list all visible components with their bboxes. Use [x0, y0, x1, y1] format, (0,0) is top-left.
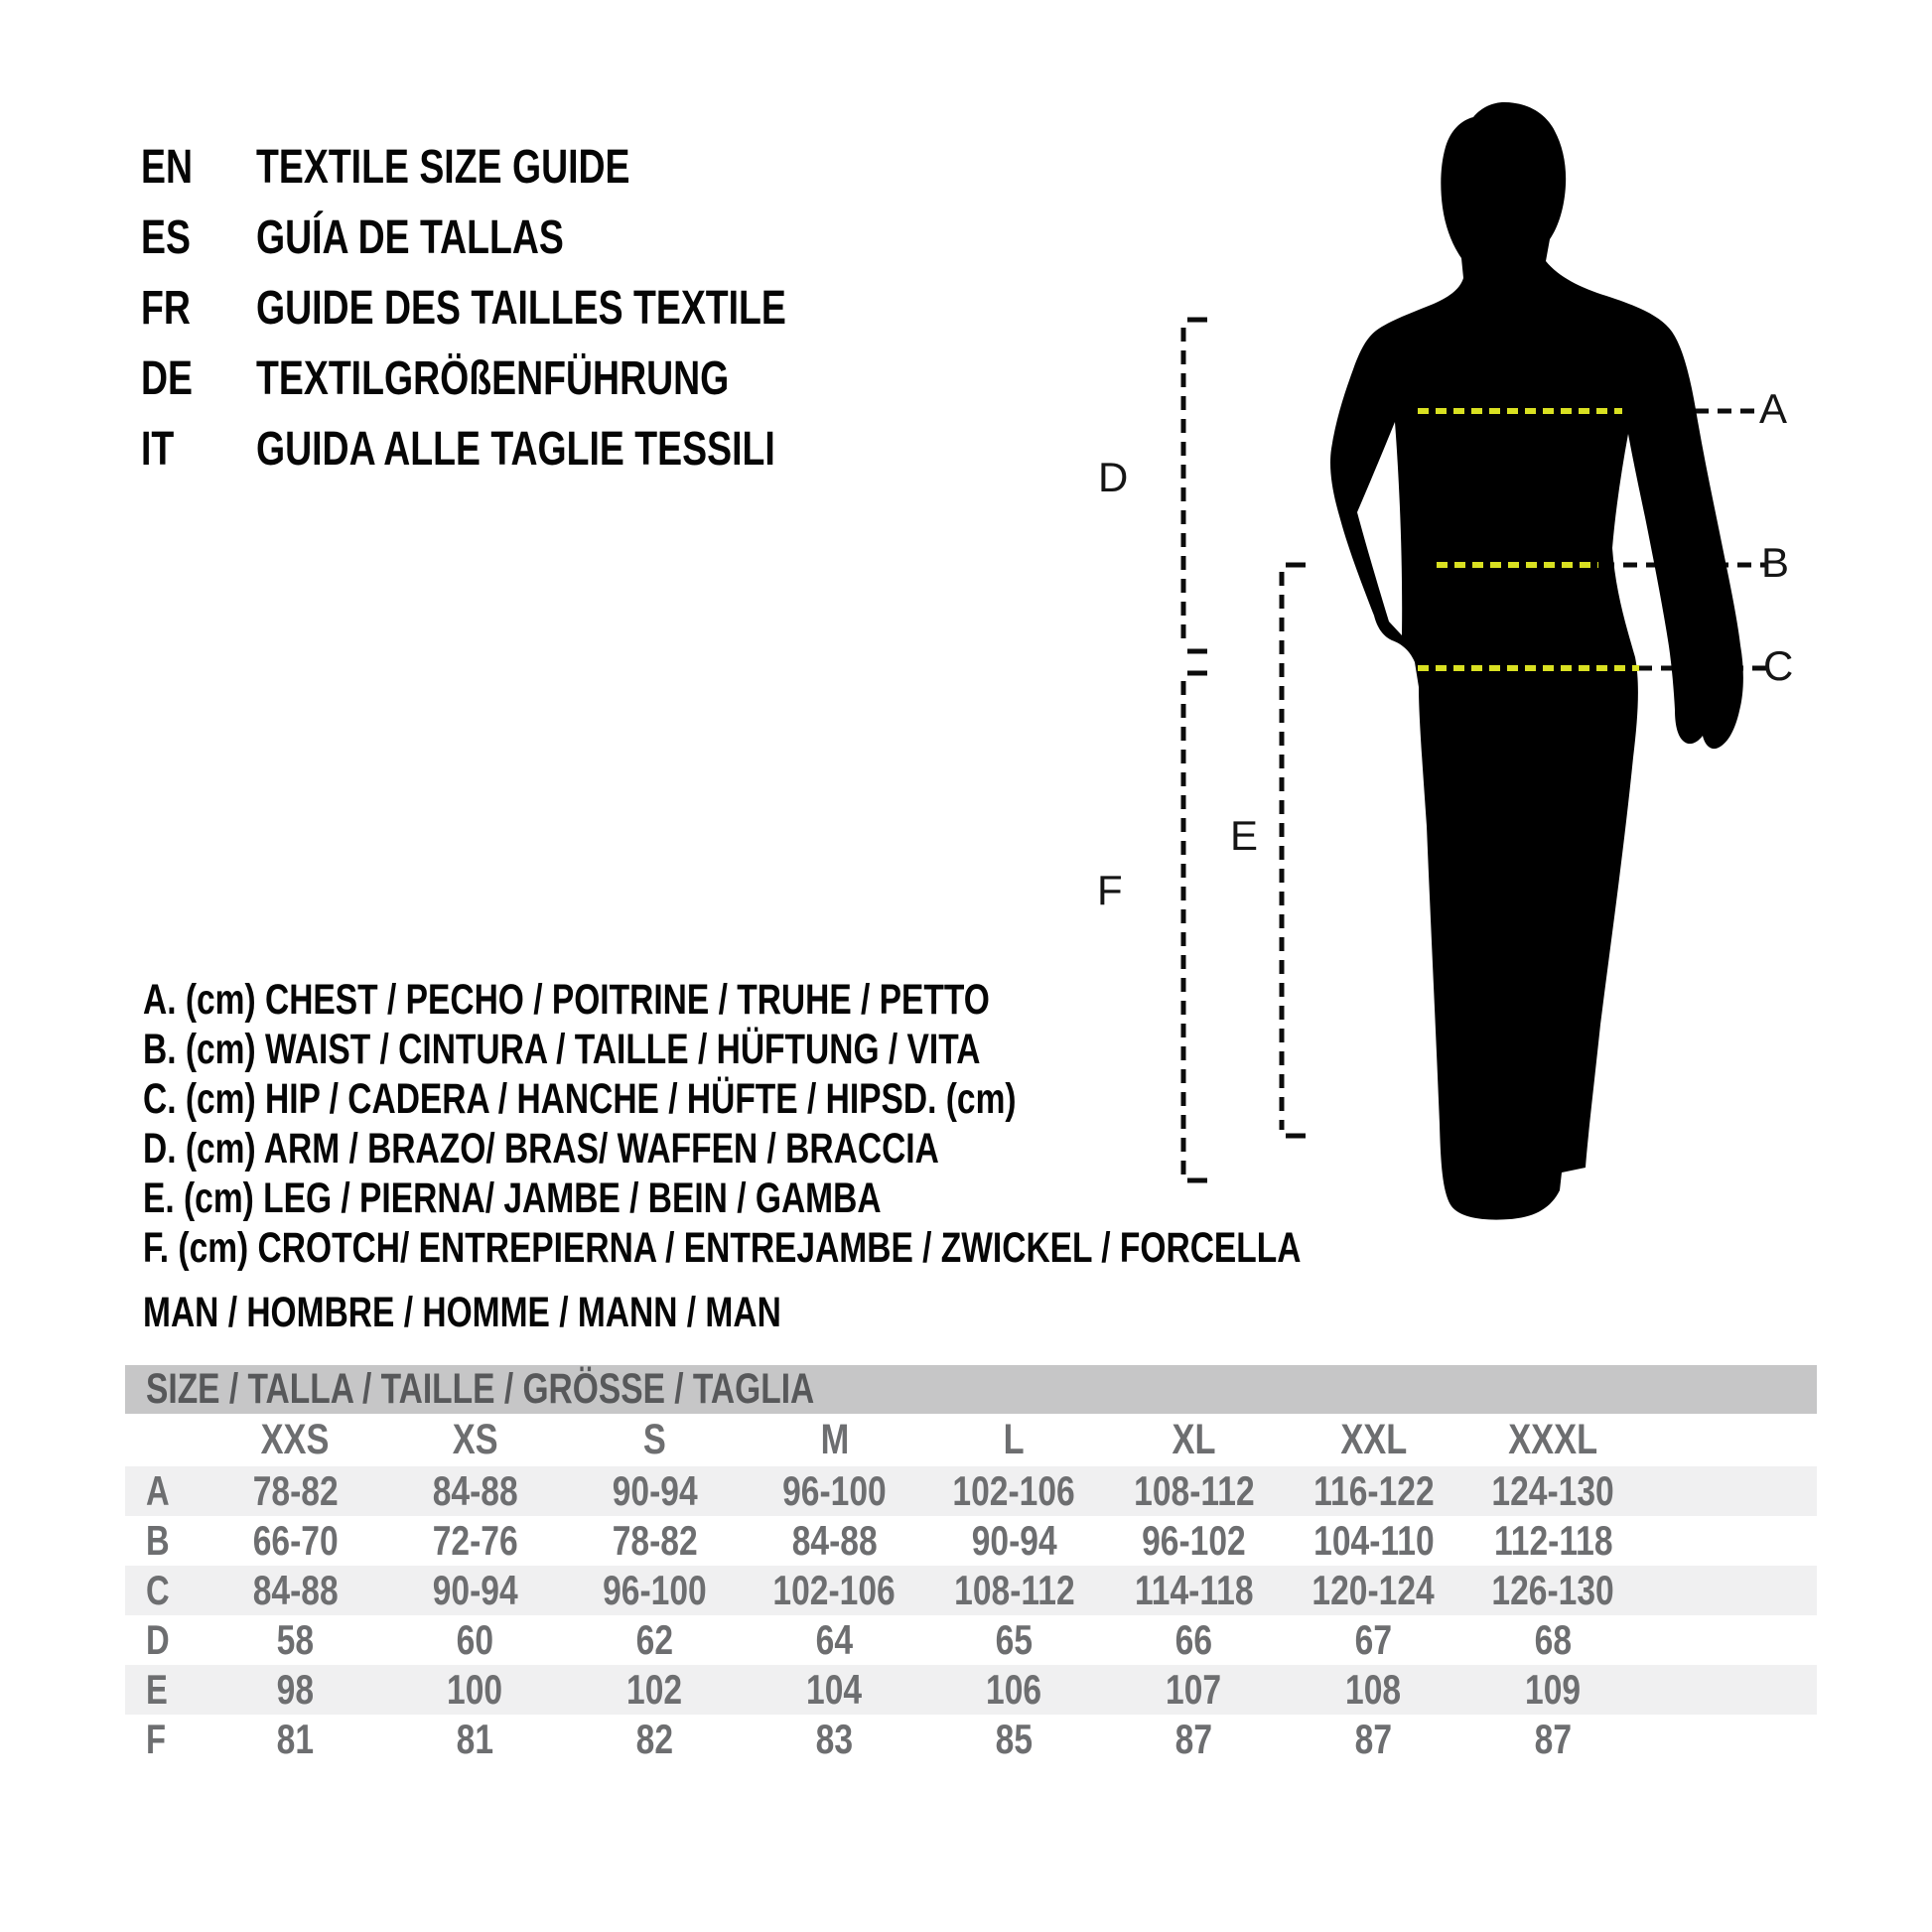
- row-label: D: [146, 1616, 170, 1663]
- table-cell: 102: [626, 1666, 683, 1713]
- row-label: A: [146, 1467, 170, 1514]
- guide-title: TEXTILGRÖßENFÜHRUNG: [256, 352, 730, 405]
- table-cell: 82: [635, 1716, 674, 1762]
- table-cell: 114-118: [1134, 1567, 1254, 1613]
- size-table: [125, 1365, 1817, 1764]
- table-cell: 116-122: [1312, 1467, 1435, 1514]
- table-row: [125, 1615, 1817, 1665]
- leg-line-label: E: [1230, 812, 1259, 859]
- table-cell: 78-82: [252, 1467, 339, 1514]
- table-cell: 112-118: [1493, 1517, 1613, 1564]
- textile-size-guide-page: EN TEXTILE SIZE GUIDE ES GUÍA DE TALLAS FR GUIDE DES TAILLES TEXTILE DE TEXTILGRÖßENFÜHRUNG IT GUIDA ALLE TAGLIE TESSILI A. (cm) CHEST / PECHO / POITRINE / TRUHE / PETTO B. (cm) WAIST / CINTURA / TAILLE / HÜFTUNG / VITA C. (cm) HIP / CADERA / HANCHE / HÜFTE / HIPSD. (cm) D. (cm) ARM / BRAZO/ BRAS/ WAFFEN / BRACCIA E. (cm) LEG / PIERNA/ JAMBE / BEIN / GAMBA F. (cm) CROTCH/ ENTREPIERNA / ENTREJAMBE / ZWICKEL / FORCELLA MAN / HOMBRE / HOMME / MANN / MAN A B C D E F SIZE / TALLA / TAILLE / GRÖSSE / TAGLIA XXS XS S M L XL XXL XXXL A 78-82 84-88 90-94 96-100 102-106 108-112 116-122 124-130 B 66-70 72-76 78-82 84-88 90-94 96-102 104-110 112-118 C 84-88 90-94 96-100 102-106 108-112 114-118 120-124 126-130 D 58 60 62 64 65 66 67 68 E 98 100 102 104 106 107 108 109 F 81 81 82 83 85 87 87 87: [0, 0, 1932, 1932]
- table-cell: 108-112: [953, 1567, 1075, 1613]
- row-label: F: [146, 1716, 167, 1762]
- table-cell: 102-106: [952, 1467, 1076, 1514]
- guide-title: GUIDA ALLE TAGLIE TESSILI: [256, 423, 775, 476]
- table-cell: 87: [1174, 1716, 1213, 1762]
- table-cell: 96-102: [1142, 1517, 1246, 1564]
- table-cell: 90-94: [971, 1517, 1057, 1564]
- man-silhouette: [1330, 102, 1743, 1220]
- table-cell: 100: [447, 1666, 503, 1713]
- man-silhouette-diagram: [1072, 89, 1847, 1251]
- table-cell: 106: [986, 1666, 1042, 1713]
- language-code: EN: [141, 141, 194, 194]
- table-cell: 66-70: [252, 1517, 339, 1564]
- table-row: [125, 1665, 1817, 1715]
- chest-line-label: A: [1759, 385, 1788, 432]
- table-cell: 104: [806, 1666, 863, 1713]
- table-cell: 109: [1525, 1666, 1582, 1713]
- table-cell: 90-94: [432, 1567, 518, 1613]
- language-code: ES: [141, 211, 191, 264]
- crotch-line-label: F: [1097, 867, 1123, 913]
- table-cell: 62: [635, 1616, 674, 1663]
- category-label: MAN / HOMBRE / HOMME / MANN / MAN: [143, 1289, 781, 1336]
- row-label: B: [146, 1517, 170, 1564]
- size-table-column-headers: [125, 1414, 1817, 1466]
- table-cell: 60: [456, 1616, 494, 1663]
- table-cell: 126-130: [1491, 1567, 1615, 1613]
- table-cell: 124-130: [1491, 1467, 1615, 1514]
- table-cell: 81: [456, 1716, 494, 1762]
- table-cell: 90-94: [612, 1467, 698, 1514]
- table-cell: 98: [276, 1666, 315, 1713]
- table-cell: 85: [995, 1716, 1034, 1762]
- hip-line-label: C: [1763, 642, 1794, 689]
- table-cell: 108: [1345, 1666, 1402, 1713]
- table-cell: 87: [1534, 1716, 1573, 1762]
- table-cell: 104-110: [1312, 1517, 1435, 1564]
- table-cell: 84-88: [252, 1567, 339, 1613]
- language-code: DE: [141, 352, 194, 405]
- table-cell: 107: [1166, 1666, 1222, 1713]
- table-cell: 96-100: [782, 1467, 887, 1514]
- table-row: [125, 1715, 1817, 1764]
- language-code: IT: [141, 423, 175, 476]
- size-table-title-band: [125, 1365, 1817, 1414]
- table-cell: 120-124: [1311, 1567, 1436, 1613]
- column-header: XXL: [1340, 1416, 1407, 1463]
- column-header: M: [820, 1416, 849, 1463]
- table-cell: 108-112: [1133, 1467, 1255, 1514]
- table-row: [125, 1466, 1817, 1516]
- table-cell: 84-88: [432, 1467, 518, 1514]
- table-cell: 67: [1354, 1616, 1393, 1663]
- table-row: [125, 1566, 1817, 1615]
- language-code: FR: [141, 282, 191, 335]
- table-cell: 66: [1174, 1616, 1213, 1663]
- table-cell: 81: [276, 1716, 315, 1762]
- table-cell: 68: [1534, 1616, 1573, 1663]
- table-cell: 58: [276, 1616, 315, 1663]
- column-header: XL: [1172, 1416, 1216, 1463]
- table-cell: 65: [995, 1616, 1034, 1663]
- table-cell: 87: [1354, 1716, 1393, 1762]
- guide-title: GUIDE DES TAILLES TEXTILE: [256, 282, 786, 335]
- guide-title: TEXTILE SIZE GUIDE: [256, 141, 630, 194]
- table-cell: 83: [815, 1716, 854, 1762]
- waist-line-label: B: [1761, 539, 1790, 586]
- size-table-title: SIZE / TALLA / TAILLE / GRÖSSE / TAGLIA: [146, 1365, 815, 1413]
- table-cell: 72-76: [432, 1517, 518, 1564]
- row-label: E: [146, 1666, 168, 1713]
- table-cell: 102-106: [772, 1567, 897, 1613]
- row-label: C: [146, 1567, 170, 1613]
- column-header: L: [1003, 1416, 1026, 1463]
- table-cell: 64: [815, 1616, 854, 1663]
- column-header: S: [643, 1416, 666, 1463]
- table-cell: 84-88: [791, 1517, 878, 1564]
- table-cell: 96-100: [603, 1567, 707, 1613]
- guide-title: GUÍA DE TALLAS: [256, 211, 564, 264]
- column-header: XS: [452, 1416, 498, 1463]
- table-row: [125, 1516, 1817, 1566]
- column-header: XXS: [261, 1416, 330, 1463]
- arm-line-label: D: [1098, 454, 1129, 500]
- column-header: XXXL: [1508, 1416, 1598, 1463]
- table-cell: 78-82: [612, 1517, 698, 1564]
